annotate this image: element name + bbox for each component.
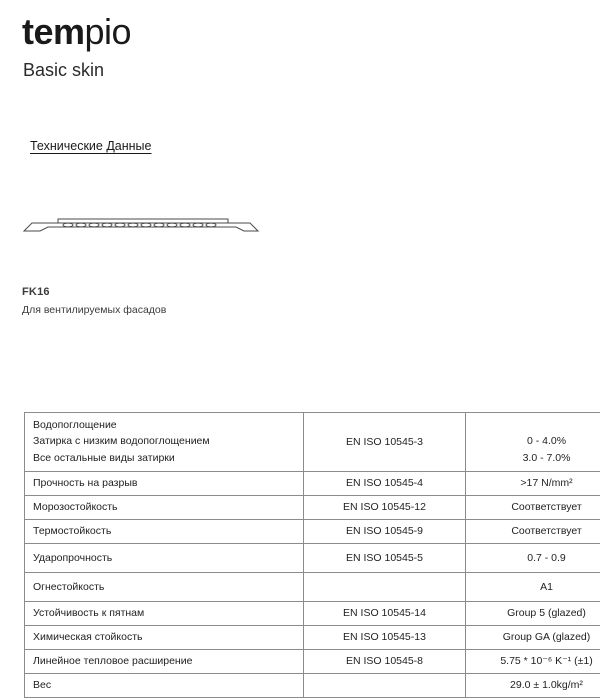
table-cell-value: 0.7 - 0.9 [466,543,600,572]
value-line: 3.0 - 7.0% [522,451,571,464]
brand-logo [22,11,132,52]
table-cell-standard: EN ISO 10545-9 [304,519,466,543]
technical-data-table [24,412,600,698]
table-row [25,543,600,572]
table-row [25,601,600,625]
brand-logo-bold: tem [22,11,85,52]
table-cell-standard: EN ISO 10545-3 [304,413,466,472]
table-cell-value: 5.75 * 10⁻⁶ K⁻¹ (±1) [466,649,600,673]
property-line: Водопоглощение [33,419,117,431]
table-cell-value: Соответствует [466,495,600,519]
table-cell-value: Соответствует [466,519,600,543]
table-cell-value: Group GA (glazed) [466,625,600,649]
table-cell-property: Вес [25,673,304,697]
table-cell-standard: EN ISO 10545-13 [304,625,466,649]
table-row [25,572,600,601]
table-row [25,649,600,673]
table-cell-standard: EN ISO 10545-8 [304,649,466,673]
page-subtitle: Basic skin [23,60,105,80]
table-cell-standard [304,673,466,697]
property-line: Все остальные виды затирки [33,451,175,464]
table-cell-standard [304,572,466,601]
table-cell-property: Прочность на разрыв [25,471,304,495]
table-cell-property: Термостойкость [25,519,304,543]
table-cell-value: A1 [466,572,600,601]
table-cell-value: 29.0 ± 1.0kg/m² [466,673,600,697]
table-cell-property: Линейное тепловое расширение [25,649,304,673]
table-cell-standard: EN ISO 10545-14 [304,601,466,625]
table-cell-property [25,413,304,472]
property-line: Затирка с низким водопоглощением [33,435,210,448]
brand-logo-light: pio [84,11,132,52]
table-cell-standard: EN ISO 10545-5 [304,543,466,572]
product-description: Для вентилируемых фасадов [22,304,167,316]
table-cell-value: >17 N/mm² [466,471,600,495]
table-row [25,625,600,649]
table-cell-property: Устойчивость к пятнам [25,601,304,625]
table-row [25,471,600,495]
table-cell-property: Химическая стойкость [25,625,304,649]
table-row [25,519,600,543]
table-cell-value: Group 5 (glazed) [466,601,600,625]
table-cell-property: Огнестойкость [25,572,304,601]
section-title: Технические Данные [30,139,152,153]
value-line: 0 - 4.0% [526,435,567,448]
profile-drawing [18,205,268,245]
table-row [25,673,600,697]
table-cell-value [466,413,600,472]
product-code: FK16 [22,286,50,298]
table-row [25,495,600,519]
table-cell-property: Ударопрочность [25,543,304,572]
table-row [25,413,600,472]
table-cell-property: Морозостойкость [25,495,304,519]
table-cell-standard: EN ISO 10545-12 [304,495,466,519]
table-cell-standard: EN ISO 10545-4 [304,471,466,495]
